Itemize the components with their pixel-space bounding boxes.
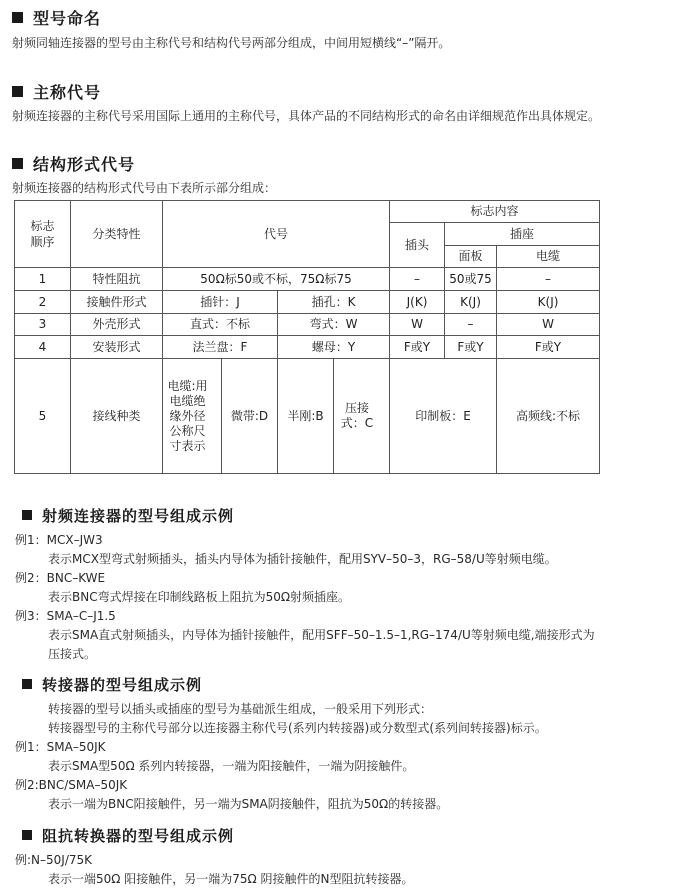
row-cable: K(J) — [497, 291, 600, 314]
section-title-rf-examples — [22, 505, 234, 526]
row-code-right: 弯式：W — [278, 314, 390, 336]
row-number: 4 — [15, 336, 71, 359]
rf-example3-code: 例3：SMA–C–J1.5 — [15, 609, 116, 623]
header-class: 分类特性 — [71, 201, 163, 268]
row-panel: F或Y — [445, 336, 497, 359]
row-code: 50Ω标50或不标，75Ω标75 — [163, 268, 390, 291]
table-row — [15, 268, 600, 291]
crimp-text: 压接式：C — [340, 401, 374, 430]
row-number: 2 — [15, 291, 71, 314]
rf-example1-desc: 表示MCX型弯式射频插头，插头内导体为插针接触件，配用SYV–50–3，RG–58/U等射频电缆。 — [48, 552, 557, 566]
header-plug: 插头 — [390, 223, 445, 268]
row-semirigid: 半刚:B — [278, 359, 334, 474]
row-cable: – — [497, 268, 600, 291]
adapter-text1: 转接器的型号以插头或插座的型号为基础派生组成，一般采用下列形式： — [48, 702, 433, 716]
section-title-model-naming — [12, 6, 101, 29]
square-bullet-icon — [22, 830, 32, 840]
header-content: 标志内容 — [390, 201, 600, 223]
adapter-text2: 转接器型号的主称代号部分以连接器主称代号(系列内转接器)或分数型式(系列间转接器)标示。 — [48, 721, 547, 735]
row-number: 1 — [15, 268, 71, 291]
section-title-adapter-examples — [22, 674, 202, 695]
table-row — [15, 314, 600, 336]
adapter-example2-code: 例2:BNC/SMA–50JK — [15, 778, 128, 792]
square-bullet-icon — [12, 86, 23, 97]
header-panel: 面板 — [445, 246, 497, 268]
row-class: 接线种类 — [71, 359, 163, 474]
table-row — [15, 359, 600, 474]
structure-code-table — [14, 200, 600, 474]
adapter-example2-desc: 表示一端为BNC阳接触件，另一端为SMA阴接触件，阻抗为50Ω的转接器。 — [48, 797, 449, 811]
row-class: 安装形式 — [71, 336, 163, 359]
impedance-example-desc: 表示一端50Ω 阳接触件，另一端为75Ω 阴接触件的N型阻抗转接器。 — [48, 872, 414, 886]
header-order-text: 标志顺序 — [30, 219, 55, 249]
section-title-text: 结构形式代号 — [33, 155, 136, 174]
header-order — [15, 201, 71, 268]
rf-example2-desc: 表示BNC弯式焊接在印制线路板上阻抗为50Ω射频插座。 — [48, 590, 351, 604]
row-panel: K(J) — [445, 291, 497, 314]
header-jack: 插座 — [445, 223, 600, 246]
row-cable: F或Y — [497, 336, 600, 359]
section-title-text: 阻抗转换器的型号组成示例 — [42, 827, 235, 845]
row-plug: F或Y — [390, 336, 445, 359]
row-microstrip: 微带:D — [222, 359, 278, 474]
row-pcb: 印制板：E — [390, 359, 497, 474]
row-number: 3 — [15, 314, 71, 336]
header-cable: 电缆 — [497, 246, 600, 268]
square-bullet-icon — [22, 679, 32, 689]
rf-example2-code: 例2：BNC–KWE — [15, 571, 106, 585]
row-plug: J(K) — [390, 291, 445, 314]
section-title-text: 型号命名 — [33, 9, 102, 28]
row-panel: – — [445, 314, 497, 336]
rf-example1-code: 例1：MCX–JW3 — [15, 533, 103, 547]
row-code-left: 直式：不标 — [163, 314, 278, 336]
structure-code-text: 射频连接器的结构形式代号由下表所示部分组成： — [12, 181, 277, 195]
section-title-impedance-examples — [22, 825, 234, 846]
row-code-left: 插针：J — [163, 291, 278, 314]
section-title-text: 射频连接器的型号组成示例 — [42, 507, 235, 525]
rf-example3-desc-cont: 压接式。 — [48, 647, 97, 661]
section-title-text: 转接器的型号组成示例 — [42, 676, 203, 694]
adapter-example1-code: 例1：SMA–50JK — [15, 740, 106, 754]
row-plug: – — [390, 268, 445, 291]
table-row — [15, 336, 600, 359]
impedance-example-code: 例:N–50J/75K — [15, 853, 93, 867]
model-naming-text: 射频同轴连接器的型号由主称代号和结构代号两部分组成，中间用短横线“–”隔开。 — [12, 36, 451, 50]
row-code-right: 螺母：Y — [278, 336, 390, 359]
row-number: 5 — [15, 359, 71, 474]
row-code-left: 法兰盘：F — [163, 336, 278, 359]
row-class: 特性阻抗 — [71, 268, 163, 291]
table-row — [15, 291, 600, 314]
section-title-structure-code — [12, 152, 135, 175]
row-plug: W — [390, 314, 445, 336]
row-cable-desc — [163, 359, 222, 474]
header-code: 代号 — [163, 201, 390, 268]
row-crimp — [334, 359, 390, 474]
row-hf-line: 高频线:不标 — [497, 359, 600, 474]
main-code-text: 射频连接器的主称代号采用国际上通用的主称代号，具体产品的不同结构形式的命名由详细规范作出具体规定。 — [12, 109, 601, 123]
cable-desc-text: 电缆:用电缆绝缘外径公称尺寸表示 — [167, 378, 208, 453]
row-cable: W — [497, 314, 600, 336]
section-title-main-code — [12, 80, 101, 103]
row-code-right: 插孔：K — [278, 291, 390, 314]
row-panel: 50或75 — [445, 268, 497, 291]
rf-example3-desc: 表示SMA直式射频插头，内导体为插针接触件，配用SFF–50–1.5–1,RG–174/U等射频电缆,端接形式为 — [48, 628, 595, 642]
row-class: 接触件形式 — [71, 291, 163, 314]
row-class: 外壳形式 — [71, 314, 163, 336]
square-bullet-icon — [12, 158, 23, 169]
section-title-text: 主称代号 — [33, 83, 102, 102]
square-bullet-icon — [12, 12, 23, 23]
adapter-example1-desc: 表示SMA型50Ω 系列内转接器，一端为阳接触件，一端为阴接触件。 — [48, 759, 415, 773]
square-bullet-icon — [22, 510, 32, 520]
